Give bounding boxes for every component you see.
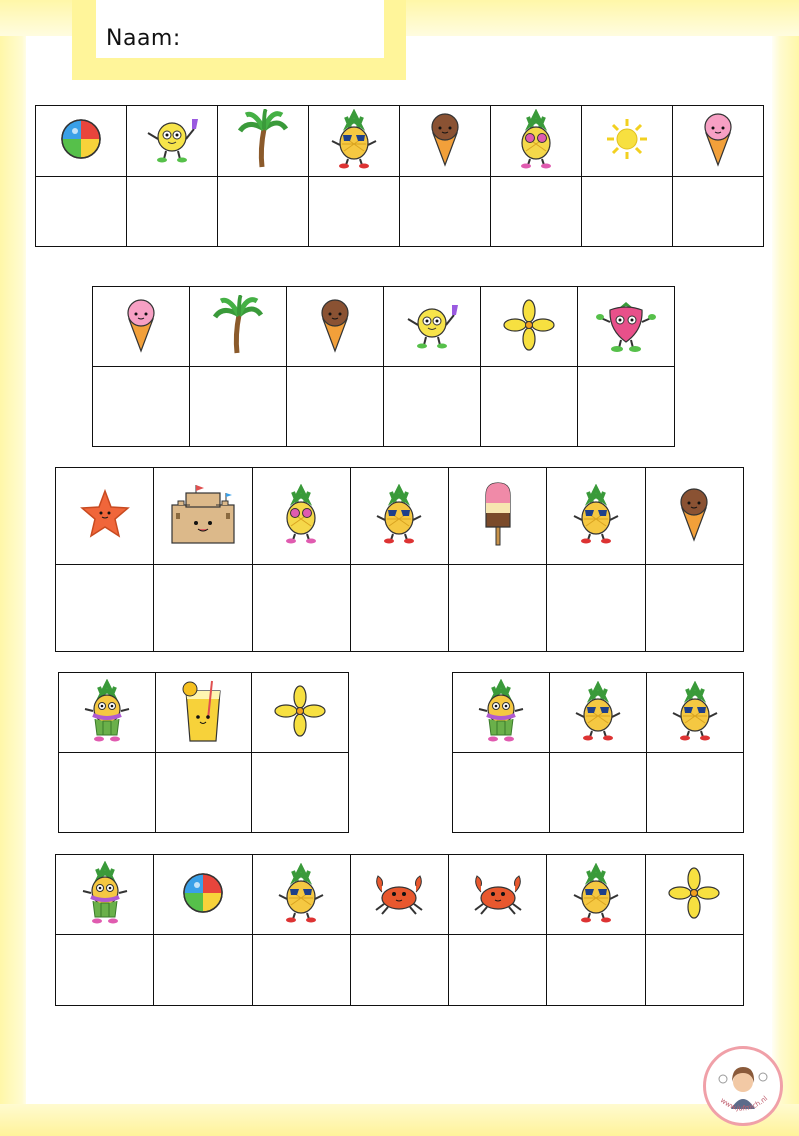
pineapple-hula-icon [79, 679, 135, 747]
pineapple-blue-glasses-icon [326, 109, 382, 173]
flower-icon [668, 867, 720, 923]
answer-cell[interactable] [218, 177, 309, 247]
picture-cell [350, 468, 448, 565]
picture-cell [127, 106, 218, 177]
flower-icon [503, 299, 555, 355]
pineapple-hula-icon [473, 679, 529, 747]
picture-cell [93, 287, 190, 367]
picture-cell [287, 287, 384, 367]
popsicle-icon [483, 481, 513, 551]
picture-cell [578, 287, 675, 367]
answer-cell[interactable] [453, 753, 550, 833]
answer-cell[interactable] [252, 753, 349, 833]
answer-cell[interactable] [154, 935, 252, 1006]
pineapple-blue-glasses-icon [667, 681, 723, 745]
crab-icon [469, 870, 527, 920]
picture-cell [350, 855, 448, 935]
pineapple-blue-glasses-icon [371, 484, 427, 548]
answer-cell[interactable] [59, 753, 156, 833]
answer-row [56, 565, 744, 652]
pineapple-hula-icon [77, 861, 133, 929]
picture-row [36, 106, 764, 177]
answer-cell[interactable] [56, 565, 154, 652]
picture-cell [56, 468, 154, 565]
picture-cell [449, 855, 547, 935]
lemonade-glass-icon [178, 679, 228, 747]
beach-ball-icon [181, 871, 225, 919]
picture-cell [190, 287, 287, 367]
sequence-row-3 [55, 467, 744, 652]
answer-cell[interactable] [449, 935, 547, 1006]
answer-cell[interactable] [673, 177, 764, 247]
logo-text: www.jufmich.nl [718, 1094, 770, 1113]
lemon-character-icon [140, 115, 204, 167]
answer-cell[interactable] [449, 565, 547, 652]
picture-cell [218, 106, 309, 177]
picture-cell [547, 468, 645, 565]
answer-cell[interactable] [155, 753, 252, 833]
answer-cell[interactable] [481, 367, 578, 447]
answer-cell[interactable] [350, 565, 448, 652]
answer-row [59, 753, 349, 833]
sequence-row-4a [58, 672, 349, 833]
answer-cell[interactable] [550, 753, 647, 833]
answer-row [453, 753, 744, 833]
answer-cell[interactable] [547, 935, 645, 1006]
picture-cell [453, 673, 550, 753]
palm-tree-icon [238, 109, 288, 173]
picture-cell [36, 106, 127, 177]
pineapple-pink-glasses-icon [508, 109, 564, 173]
picture-cell [155, 673, 252, 753]
answer-cell[interactable] [56, 935, 154, 1006]
picture-cell [252, 673, 349, 753]
jufmich-logo [703, 1046, 783, 1126]
picture-row [56, 855, 744, 935]
sequence-row-2 [92, 286, 675, 447]
answer-row [93, 367, 675, 447]
picture-cell [56, 855, 154, 935]
answer-cell[interactable] [647, 753, 744, 833]
answer-cell[interactable] [252, 935, 350, 1006]
picture-cell [309, 106, 400, 177]
answer-cell[interactable] [287, 367, 384, 447]
pineapple-blue-glasses-icon [568, 863, 624, 927]
sequence-row-5 [55, 854, 744, 1006]
answer-row [56, 935, 744, 1006]
starfish-icon [78, 487, 132, 545]
answer-cell[interactable] [190, 367, 287, 447]
picture-cell [582, 106, 673, 177]
picture-cell [449, 468, 547, 565]
answer-cell[interactable] [127, 177, 218, 247]
picture-cell [647, 673, 744, 753]
answer-row [36, 177, 764, 247]
bottom-border [0, 1104, 799, 1136]
picture-row [56, 468, 744, 565]
picture-row [59, 673, 349, 753]
sandcastle-icon [166, 483, 240, 549]
beach-ball-icon [59, 117, 103, 165]
answer-cell[interactable] [350, 935, 448, 1006]
pineapple-blue-glasses-icon [273, 863, 329, 927]
answer-cell[interactable] [252, 565, 350, 652]
palm-tree-icon [213, 295, 263, 359]
answer-cell[interactable] [645, 565, 743, 652]
answer-cell[interactable] [384, 367, 481, 447]
crab-icon [370, 870, 428, 920]
ice-cream-pink-icon [698, 111, 738, 171]
flower-icon [274, 685, 326, 741]
picture-cell [491, 106, 582, 177]
strawberry-character-icon [595, 296, 657, 358]
pineapple-blue-glasses-icon [568, 484, 624, 548]
picture-cell [547, 855, 645, 935]
picture-cell [673, 106, 764, 177]
picture-cell [154, 855, 252, 935]
picture-cell [481, 287, 578, 367]
picture-cell [645, 855, 743, 935]
answer-cell[interactable] [400, 177, 491, 247]
answer-cell[interactable] [36, 177, 127, 247]
picture-cell [400, 106, 491, 177]
picture-cell [550, 673, 647, 753]
ice-cream-chocolate-icon [674, 486, 714, 546]
sequence-row-4b [452, 672, 744, 833]
picture-cell [154, 468, 252, 565]
logo-portrait-icon [706, 1049, 780, 1123]
picture-row [93, 287, 675, 367]
picture-cell [384, 287, 481, 367]
answer-cell[interactable] [547, 565, 645, 652]
picture-cell [59, 673, 156, 753]
pineapple-blue-glasses-icon [570, 681, 626, 745]
picture-cell [645, 468, 743, 565]
ice-cream-chocolate-icon [315, 297, 355, 357]
name-label: Naam: [106, 26, 181, 51]
answer-cell[interactable] [645, 935, 743, 1006]
ice-cream-chocolate-icon [425, 111, 465, 171]
picture-row [453, 673, 744, 753]
answer-cell[interactable] [578, 367, 675, 447]
lemon-character-icon [400, 301, 464, 353]
picture-cell [252, 468, 350, 565]
picture-cell [252, 855, 350, 935]
pineapple-pink-glasses-icon [273, 484, 329, 548]
answer-cell[interactable] [309, 177, 400, 247]
answer-cell[interactable] [491, 177, 582, 247]
sun-icon [605, 117, 649, 165]
answer-cell[interactable] [582, 177, 673, 247]
answer-cell[interactable] [154, 565, 252, 652]
answer-cell[interactable] [93, 367, 190, 447]
ice-cream-pink-icon [121, 297, 161, 357]
sequence-row-1 [35, 105, 764, 247]
